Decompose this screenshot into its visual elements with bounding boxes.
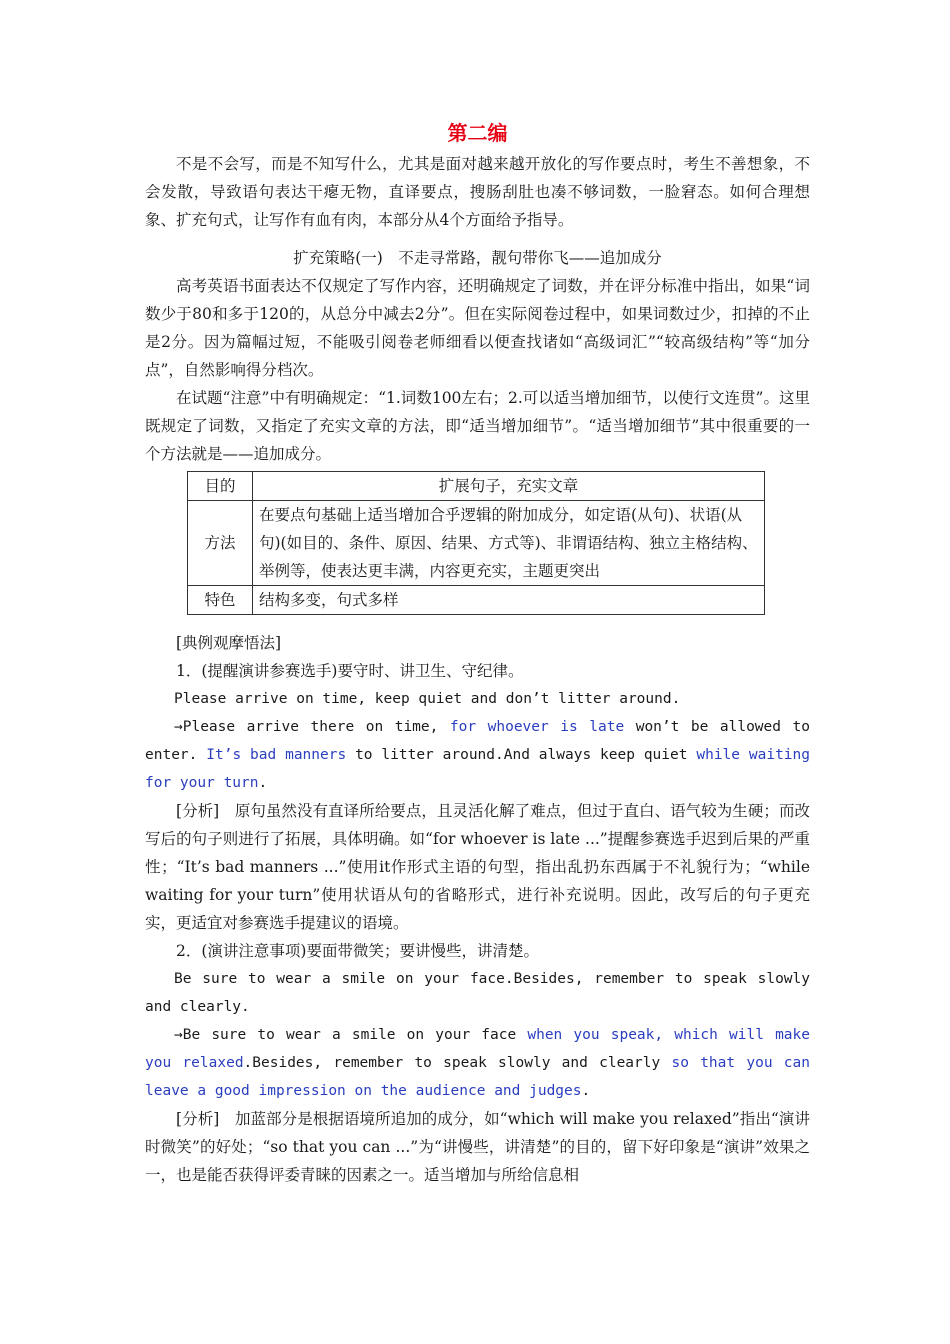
rewrite-highlight: for whoever is late [449,719,625,735]
rewrite-text: . [581,1083,591,1099]
example-1-original: Please arrive on time, keep quiet and don’t litter around. [174,691,681,707]
intro-paragraph: 不是不会写，而是不知写什么，尤其是面对越来越开放化的写作要点时，考生不善想象，不会发散，导致语句表达干瘪无物，直译要点，搜肠刮肚也凑不够词数，一脸窘态。如何合理想象、扩充句式，让写作有血有肉，本部分从4个方面给予指导。 [145,155,810,229]
paragraph-1: 高考英语书面表达不仅规定了写作内容，还明确规定了词数，并在评分标准中指出，如果“词数少于80和多于120的，从总分中减去2分”。但在实际阅卷过程中，如果词数过少，扣掉的不止是2分。因为篇幅过短，不能吸引阅卷老师细看以便查找诸如“高级词汇”“较高级结构”等“加分点”，自然影响得分档次。 [145,277,810,379]
example-2-original: Be sure to wear a smile on your face.Besides, remember to speak slowly and clearly. [145,971,810,1015]
examples-heading: [典例观摩悟法] [176,634,282,652]
rewrite-text: to litter around.And always keep quiet [346,747,697,763]
rewrite-highlight: It’s bad manners [206,747,347,763]
rewrite-text: .Besides, remember to speak slowly and clearly [243,1055,672,1071]
rewrite-text: →Please arrive there on time, [174,719,450,735]
page-title: 第二编 [447,121,508,145]
example-1-prompt: 1．(提醒演讲参赛选手)要守时、讲卫生、守纪律。 [176,662,524,680]
table-content: 在要点句基础上适当增加合乎逻辑的附加成分，如定语(从句)、状语(从句)(如目的、条件、原因、结果、方式等)、非谓语结构、独立主格结构、举例等，使表达更丰满，内容更充实，主题更突出 [253,501,765,586]
table-row [188,586,765,615]
paragraph-2: 在试题“注意”中有明确规定：“1.词数100左右；2.可以适当增加细节，以使行文连贯”。这里既规定了词数，又指定了充实文章的方法，即“适当增加细节”。“适当增加细节”其中很重要的一个方法就是——追加成分。 [145,389,810,463]
strategy-title: 扩充策略(一) 不走寻常路，靓句带你飞——追加成分 [293,249,662,267]
table-row [188,501,765,586]
rewrite-text: →Be sure to wear a smile on your face [174,1027,528,1043]
example-1-analysis: [分析] 原句虽然没有直译所给要点，且灵活化解了难点，但过于直白、语气较为生硬；而改写后的句子则进行了拓展，具体明确。如“for whoever is late ...”提醒参赛选手迟到后果的严重性；“It’s bad manners ...”使用it作形式主语的句型，指出乱扔东西属于不礼貌行为；“while waiting for your turn”使用状语从句的省略形式，进行补充说明。因此，改写后的句子更充实，更适宜对参赛选手提建议的语境。 [145,802,810,932]
example-2-rewrite [145,1021,810,1105]
document-page [145,118,810,1189]
strategy-table [187,471,765,615]
example-2-prompt: 2．(演讲注意事项)要面带微笑；要讲慢些，讲清楚。 [176,942,539,960]
rewrite-highlight: when you speak, which will make you relaxed [145,1027,810,1071]
rewrite-text: . [258,775,268,791]
example-1-rewrite [145,713,810,797]
table-row [188,472,765,501]
table-label: 方法 [188,501,253,586]
rewrite-text: won’t be allowed to enter. [145,719,810,763]
table-label: 特色 [188,586,253,615]
table-label: 目的 [188,472,253,501]
rewrite-highlight: so that you can leave a good impression on the audience and judges [145,1055,810,1099]
rewrite-highlight: while waiting for your turn [145,747,810,791]
example-2-analysis: [分析] 加蓝部分是根据语境所追加的成分，如“which will make you relaxed”指出“演讲时微笑”的好处；“so that you can ...”为“讲慢些，讲清楚”的目的，留下好印象是“演讲”效果之一，也是能否获得评委青睐的因素之一。适当增加与所给信息相 [145,1110,810,1184]
table-content: 扩展句子，充实文章 [253,472,765,501]
table-content: 结构多变，句式多样 [253,586,765,615]
